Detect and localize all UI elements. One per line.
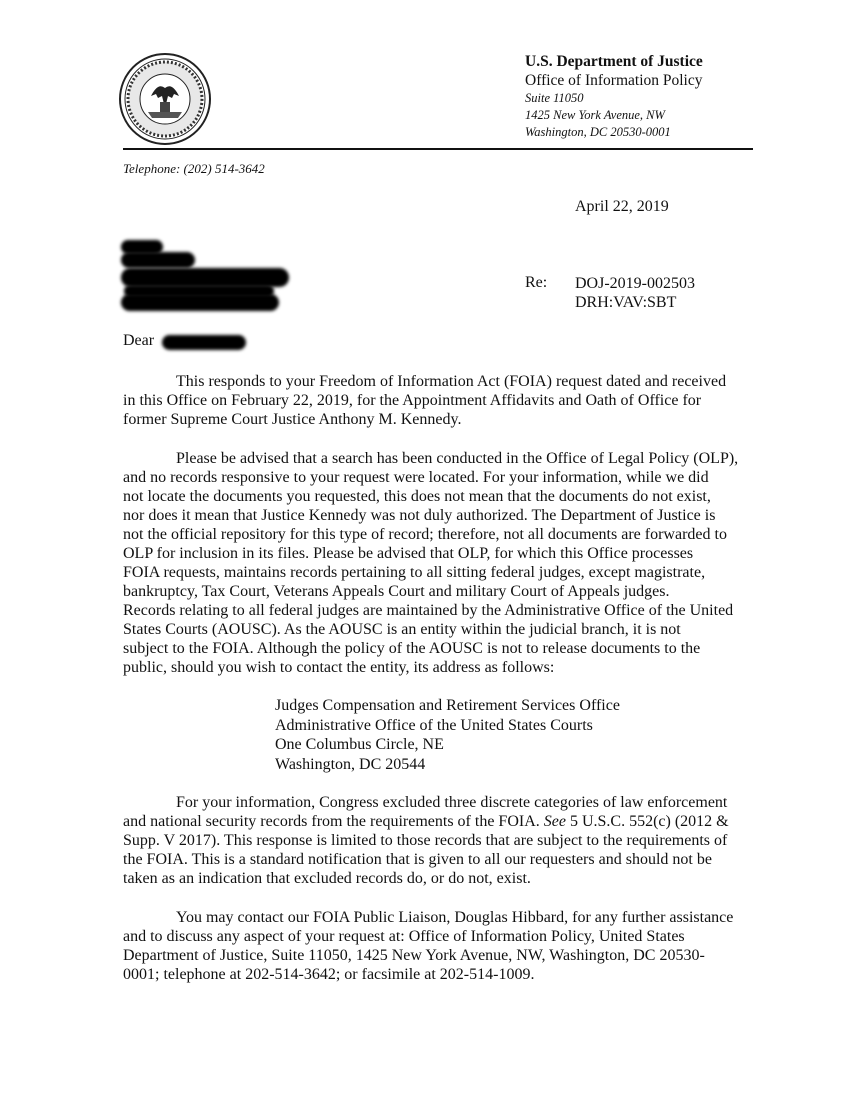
paragraph-line: not the official repository for this type of record; therefore, not all documents are forwarded to xyxy=(123,526,727,543)
paragraph-line: and national security records from the requirements of the FOIA. See 5 U.S.C. 552(c) (2012 & xyxy=(123,813,729,830)
paragraph-line: and to discuss any aspect of your request at: Office of Information Policy, United States xyxy=(123,928,685,945)
paragraph-line: not locate the documents you requested, this does not mean that the documents do not exist, xyxy=(123,488,711,505)
paragraph-line: former Supreme Court Justice Anthony M. Kennedy. xyxy=(123,411,462,428)
paragraph-2 xyxy=(123,449,763,677)
paragraph-3 xyxy=(123,793,763,888)
paragraph-line: bankruptcy, Tax Court, Veterans Appeals Court and military Court of Appeals judges. xyxy=(123,583,670,600)
paragraph-line: nor does it mean that Justice Kennedy was not duly authorized. The Department of Justice is xyxy=(123,507,716,524)
paragraph-line: You may contact our FOIA Public Liaison, Douglas Hibbard, for any further assistance xyxy=(176,909,734,926)
paragraph-line: Please be advised that a search has been conducted in the Office of Legal Policy (OLP), xyxy=(176,450,739,467)
office-name: Office of Information Policy xyxy=(525,72,703,89)
paragraph-line: public, should you wish to contact the entity, its address as follows: xyxy=(123,659,555,676)
address-line: Administrative Office of the United States Courts xyxy=(275,716,593,734)
paragraph-line: and no records responsive to your request were located. For your information, while we did xyxy=(123,469,709,486)
letterhead-divider xyxy=(123,148,753,150)
aousc-address-block xyxy=(275,696,620,774)
redacted-recipient-name xyxy=(162,335,246,350)
paragraph-line: For your information, Congress excluded three discrete categories of law enforcement xyxy=(176,794,728,811)
doj-seal-icon xyxy=(118,52,212,146)
telephone: Telephone: (202) 514-3642 xyxy=(123,161,265,176)
address-line: Washington, DC 20544 xyxy=(275,755,426,773)
paragraph-line: Department of Justice, Suite 11050, 1425 New York Avenue, NW, Washington, DC 20530- xyxy=(123,947,705,964)
address-suite: Suite 11050 xyxy=(525,91,584,105)
paragraph-line: OLP for inclusion in its files. Please be advised that OLP, for which this Office processes xyxy=(123,545,694,562)
paragraph-line: Records relating to all federal judges are maintained by the Administrative Office of the United xyxy=(123,602,734,619)
letter-date: April 22, 2019 xyxy=(575,198,669,215)
paragraph-line: taken as an indication that excluded records do, or do not, exist. xyxy=(123,870,531,887)
paragraph-1 xyxy=(123,372,763,429)
reference-number: DOJ-2019-002503 xyxy=(575,275,695,292)
paragraph-line: in this Office on February 22, 2019, for the Appointment Affidavits and Oath of Office for xyxy=(123,392,702,409)
paragraph-line: This responds to your Freedom of Information Act (FOIA) request dated and received xyxy=(176,373,727,390)
paragraph-line: 0001; telephone at 202-514-3642; or facsimile at 202-514-1009. xyxy=(123,966,535,983)
address-city: Washington, DC 20530-0001 xyxy=(525,125,671,139)
agency-name: U.S. Department of Justice xyxy=(525,53,703,70)
see-citation-signal: See xyxy=(543,813,566,830)
paragraph-line: FOIA requests, maintains records pertaining to all sitting federal judges, except magistrate, xyxy=(123,564,706,581)
address-line: Judges Compensation and Retirement Services Office xyxy=(275,697,620,714)
paragraph-4 xyxy=(123,908,763,984)
paragraph-line: the FOIA. This is a standard notification that is given to all our requesters and should not be xyxy=(123,851,712,868)
address-line: One Columbus Circle, NE xyxy=(275,736,444,753)
letterhead xyxy=(525,52,703,141)
salutation: Dear xyxy=(123,332,155,349)
paragraph-line: States Courts (AOUSC). As the AOUSC is an entity within the judicial branch, it is not xyxy=(123,621,681,638)
reference-label: Re: xyxy=(525,274,548,291)
reference-initials: DRH:VAV:SBT xyxy=(575,294,677,311)
paragraph-line: subject to the FOIA. Although the policy of the AOUSC is not to release documents to the xyxy=(123,640,701,657)
address-street: 1425 New York Avenue, NW xyxy=(525,108,665,122)
paragraph-line: Supp. V 2017). This response is limited to those records that are subject to the requirements of xyxy=(123,832,728,849)
reference-lines xyxy=(575,274,695,312)
